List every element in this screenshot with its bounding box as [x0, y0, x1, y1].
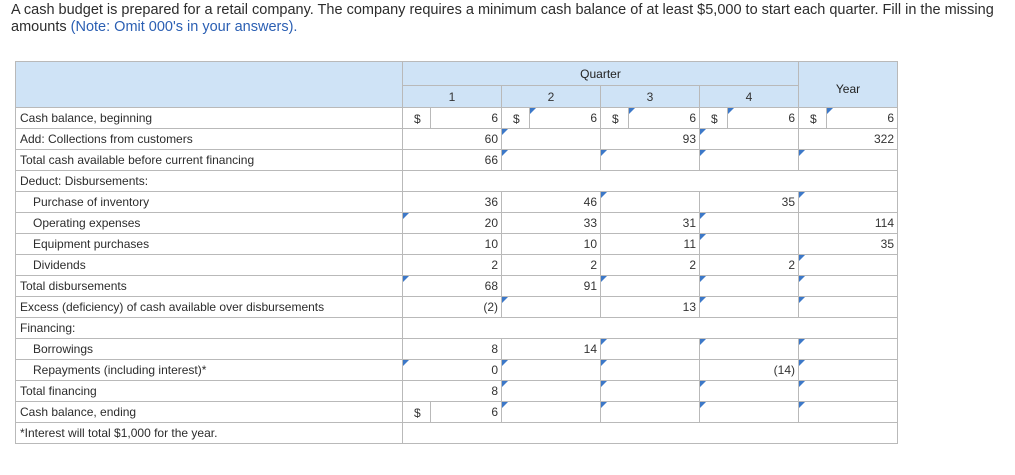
- year-header: Year: [799, 62, 898, 108]
- row-label: Total cash available before current financing: [16, 150, 403, 171]
- cell-q4[interactable]: [700, 150, 799, 171]
- cell-q4[interactable]: [700, 129, 799, 150]
- header-row-group: [16, 62, 898, 86]
- cell-q4[interactable]: [700, 213, 799, 234]
- cell-q2: 14: [502, 339, 601, 360]
- row-repayments: [16, 360, 898, 381]
- empty-cell: [403, 423, 898, 444]
- cell-q2: 33: [502, 213, 601, 234]
- currency-sign: $: [403, 402, 431, 423]
- row-label: Dividends: [16, 255, 403, 276]
- cell-q1: 66: [403, 150, 502, 171]
- cell-q3[interactable]: [601, 150, 700, 171]
- cell-q2[interactable]: [502, 360, 601, 381]
- cell-q1: 8: [403, 339, 502, 360]
- cell-q3[interactable]: [601, 276, 700, 297]
- cell-year[interactable]: [799, 297, 898, 318]
- empty-cell: [403, 318, 898, 339]
- row-cash-beginning: [16, 108, 898, 129]
- row-label: Total financing: [16, 381, 403, 402]
- quarter-header: Quarter: [403, 62, 799, 86]
- cell-q4[interactable]: 6: [728, 108, 799, 129]
- row-label: Total disbursements: [16, 276, 403, 297]
- empty-cell: [403, 171, 898, 192]
- cell-q2: 10: [502, 234, 601, 255]
- cell-q1: 68: [403, 276, 502, 297]
- row-label: Cash balance, ending: [16, 402, 403, 423]
- prompt-note: (Note: Omit 000's in your answers).: [70, 19, 298, 35]
- cell-year[interactable]: [799, 150, 898, 171]
- row-borrowings: [16, 339, 898, 360]
- cell-q4[interactable]: [700, 234, 799, 255]
- currency-sign: $: [403, 108, 431, 129]
- row-equipment-purchases: [16, 234, 898, 255]
- row-purchase-inventory: [16, 192, 898, 213]
- cell-year[interactable]: 6: [827, 108, 898, 129]
- quarter-2-header: 2: [502, 86, 601, 108]
- row-collections: [16, 129, 898, 150]
- cell-q3[interactable]: [601, 381, 700, 402]
- cell-q1: 6: [431, 402, 502, 423]
- cell-q1: 6: [431, 108, 502, 129]
- cell-year[interactable]: [799, 360, 898, 381]
- cell-q3[interactable]: 6: [629, 108, 700, 129]
- cell-q1: 10: [403, 234, 502, 255]
- cell-q1: 8: [403, 381, 502, 402]
- cell-q4[interactable]: [700, 276, 799, 297]
- row-excess-deficiency: [16, 297, 898, 318]
- quarter-4-header: 4: [700, 86, 799, 108]
- cell-q1: 20: [403, 213, 502, 234]
- row-label: Cash balance, beginning: [16, 108, 403, 129]
- cell-year: 35: [799, 234, 898, 255]
- row-label: Operating expenses: [16, 213, 403, 234]
- row-label: Excess (deficiency) of cash available over disbursements: [16, 297, 403, 318]
- interest-footnote: *Interest will total $1,000 for the year.: [16, 423, 403, 444]
- cell-q4[interactable]: [700, 339, 799, 360]
- currency-sign: $: [799, 108, 827, 129]
- cell-q2[interactable]: [502, 381, 601, 402]
- cell-year: 322: [799, 129, 898, 150]
- cell-q1: 2: [403, 255, 502, 276]
- row-label: Financing:: [16, 318, 403, 339]
- row-dividends: [16, 255, 898, 276]
- cell-q4[interactable]: [700, 381, 799, 402]
- row-label: Deduct: Disbursements:: [16, 171, 403, 192]
- row-cash-ending: [16, 402, 898, 423]
- currency-sign: $: [700, 108, 728, 129]
- cell-q3: 2: [601, 255, 700, 276]
- row-footnote: [16, 423, 898, 444]
- cell-q1: 60: [403, 129, 502, 150]
- cell-year[interactable]: [799, 192, 898, 213]
- cell-q4: 35: [700, 192, 799, 213]
- cash-budget-table: [15, 61, 898, 444]
- cell-year[interactable]: [799, 381, 898, 402]
- header-blank: [16, 62, 403, 108]
- cell-q2: 91: [502, 276, 601, 297]
- cell-q3[interactable]: [601, 339, 700, 360]
- cell-q3[interactable]: [601, 402, 700, 423]
- cell-year[interactable]: [799, 276, 898, 297]
- cell-q3: 11: [601, 234, 700, 255]
- row-total-cash-available: [16, 150, 898, 171]
- cell-q3: 13: [601, 297, 700, 318]
- row-financing-heading: [16, 318, 898, 339]
- cell-year[interactable]: [799, 402, 898, 423]
- cell-q3: 93: [601, 129, 700, 150]
- cell-q4: (14): [700, 360, 799, 381]
- cell-q2[interactable]: [502, 150, 601, 171]
- currency-sign: $: [601, 108, 629, 129]
- cell-q3: 31: [601, 213, 700, 234]
- cell-q1: (2): [403, 297, 502, 318]
- cell-q2: 2: [502, 255, 601, 276]
- prompt-text: A cash budget is prepared for a retail company. The company requires a minimum cash balance of at least $5,000 to start each quarter. Fill in the missing amounts: [11, 2, 994, 35]
- cell-q1: 0: [403, 360, 502, 381]
- cell-year[interactable]: [799, 255, 898, 276]
- row-operating-expenses: [16, 213, 898, 234]
- cell-q4[interactable]: [700, 402, 799, 423]
- row-disbursements-heading: [16, 171, 898, 192]
- cell-q2[interactable]: [502, 129, 601, 150]
- row-label: Equipment purchases: [16, 234, 403, 255]
- cell-q2[interactable]: [502, 297, 601, 318]
- row-label: Add: Collections from customers: [16, 129, 403, 150]
- quarter-1-header: 1: [403, 86, 502, 108]
- cell-q2: 46: [502, 192, 601, 213]
- row-total-financing: [16, 381, 898, 402]
- cell-q3[interactable]: [601, 192, 700, 213]
- cell-q4[interactable]: [700, 297, 799, 318]
- row-label: Purchase of inventory: [16, 192, 403, 213]
- cell-q2[interactable]: [502, 402, 601, 423]
- quarter-3-header: 3: [601, 86, 700, 108]
- cell-year: 114: [799, 213, 898, 234]
- problem-prompt: [11, 2, 1001, 36]
- currency-sign: $: [502, 108, 530, 129]
- row-label: Repayments (including interest)*: [16, 360, 403, 381]
- row-label: Borrowings: [16, 339, 403, 360]
- cell-q1: 36: [403, 192, 502, 213]
- cell-year[interactable]: [799, 339, 898, 360]
- cell-q4: 2: [700, 255, 799, 276]
- cell-q2[interactable]: 6: [530, 108, 601, 129]
- row-total-disbursements: [16, 276, 898, 297]
- cell-q3[interactable]: [601, 360, 700, 381]
